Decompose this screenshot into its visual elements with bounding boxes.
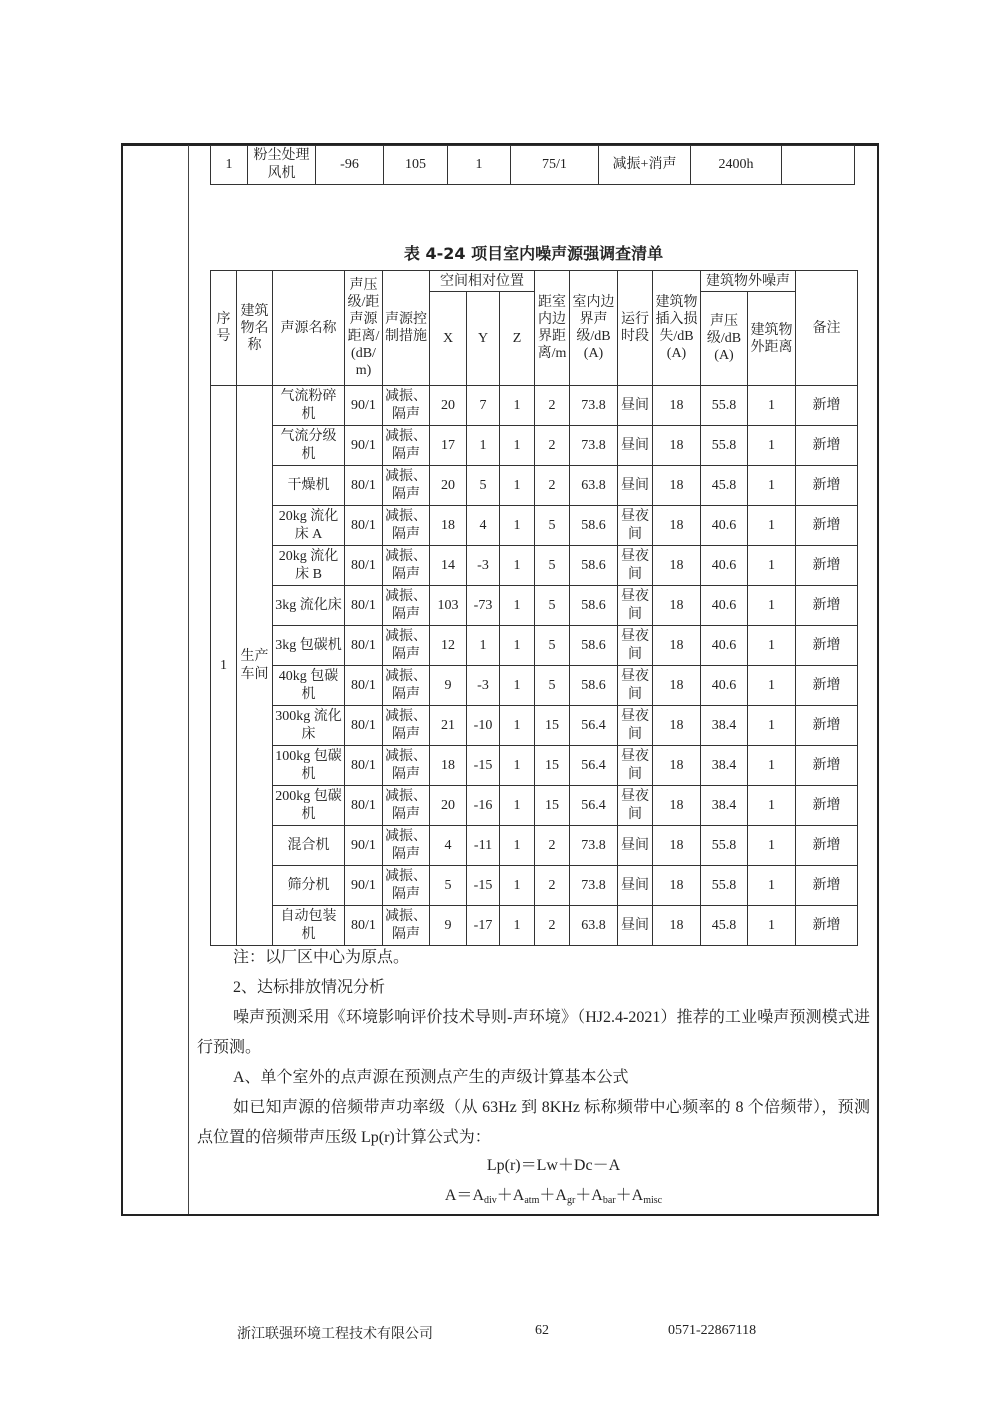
cell-control: 减振、隔声 xyxy=(383,666,430,706)
header-period: 运行时段 xyxy=(618,271,653,386)
cell-outside-distance: 1 xyxy=(748,786,796,826)
cell-remark: 新增 xyxy=(796,426,858,466)
term-base: A xyxy=(512,1187,525,1204)
cell-outside-distance: 1 xyxy=(748,826,796,866)
cell-remark: 新增 xyxy=(796,906,858,946)
formula-lp: Lp(r)＝Lw＋Dc－A xyxy=(486,1157,621,1174)
cell-source-name: 气流分级机 xyxy=(273,426,345,466)
cell-y: 5 xyxy=(467,466,500,506)
cell-insertion-loss: 18 xyxy=(653,706,701,746)
cell-spl: 90/1 xyxy=(345,826,383,866)
table-row xyxy=(211,826,858,866)
header-position-group: 空间相对位置 xyxy=(430,271,535,292)
cell-outside-distance: 1 xyxy=(748,506,796,546)
term-base: A xyxy=(555,1187,567,1204)
cell-source-name: 粉尘处理风机 xyxy=(248,146,316,185)
cell-insertion-loss: 18 xyxy=(653,546,701,586)
header-spl: 声压级/距声源距离/(dB/m) xyxy=(345,271,383,386)
cell-spl: 80/1 xyxy=(345,746,383,786)
cell-control: 减振、隔声 xyxy=(383,906,430,946)
cell-control: 减振、隔声 xyxy=(383,706,430,746)
cell-spl: 80/1 xyxy=(345,666,383,706)
cell-source-name: 3kg 包碳机 xyxy=(273,626,345,666)
header-remark: 备注 xyxy=(796,271,858,386)
cell-insertion-loss: 18 xyxy=(653,386,701,426)
cell-source-name: 40kg 包碳机 xyxy=(273,666,345,706)
cell-z: 1 xyxy=(500,586,535,626)
cell-outside-distance: 1 xyxy=(748,466,796,506)
cell-x: 9 xyxy=(430,906,467,946)
cell-period: 昼夜间 xyxy=(618,666,653,706)
cell-source-name: 气流粉碎机 xyxy=(273,386,345,426)
cell-spl: 90/1 xyxy=(345,386,383,426)
cell-remark: 新增 xyxy=(796,826,858,866)
cell-indoor-level: 58.6 xyxy=(570,506,618,546)
cell-distance: 2 xyxy=(535,906,570,946)
cell-outside-spl: 40.6 xyxy=(701,586,748,626)
header-control: 声源控制措施 xyxy=(383,271,430,386)
footer-company: 浙江联强环境工程技术有限公司 xyxy=(237,1327,433,1342)
cell-x: 20 xyxy=(430,386,467,426)
term-sub: bar xyxy=(602,1195,616,1206)
cell-y: 4 xyxy=(467,506,500,546)
cell-y: -11 xyxy=(467,826,500,866)
cell-group-building: 生产车间 xyxy=(237,386,273,946)
cell-x: 21 xyxy=(430,706,467,746)
cell-spl: 80/1 xyxy=(345,626,383,666)
cell-x: 4 xyxy=(430,826,467,866)
cell-indoor-level: 63.8 xyxy=(570,466,618,506)
cell-indoor-level: 73.8 xyxy=(570,866,618,906)
header-y: Y xyxy=(467,292,500,386)
cell-spl: 80/1 xyxy=(345,466,383,506)
cell-outside-distance: 1 xyxy=(748,746,796,786)
cell-distance: 5 xyxy=(535,506,570,546)
cell-spl: 80/1 xyxy=(345,506,383,546)
cell-insertion-loss: 18 xyxy=(653,426,701,466)
cell-period: 昼间 xyxy=(618,466,653,506)
cell-remark: 新增 xyxy=(796,386,858,426)
table-row xyxy=(211,586,858,626)
cell-x: 18 xyxy=(430,506,467,546)
section-heading: 2、达标排放情况分析 xyxy=(233,979,386,996)
term-sub: misc xyxy=(643,1195,663,1206)
cell-indoor-level: 73.8 xyxy=(570,826,618,866)
header-building: 建筑物名称 xyxy=(237,271,273,386)
cell-z: 1 xyxy=(500,426,535,466)
cell-z: 1 xyxy=(500,786,535,826)
cell-z: 1 xyxy=(500,466,535,506)
cell-control: 减振、隔声 xyxy=(383,866,430,906)
cell-y: -17 xyxy=(467,906,500,946)
table-row xyxy=(211,386,858,426)
cell-y: -3 xyxy=(467,546,500,586)
cell-period: 昼夜间 xyxy=(618,586,653,626)
cell-source-name: 300kg 流化床 xyxy=(273,706,345,746)
cell-insertion-loss: 18 xyxy=(653,626,701,666)
cell-outside-spl: 45.8 xyxy=(701,906,748,946)
cell-control: 减振、隔声 xyxy=(383,466,430,506)
cell-outside-spl: 40.6 xyxy=(701,506,748,546)
table-row xyxy=(211,906,858,946)
cell-z: 1 xyxy=(500,666,535,706)
cell-outside-spl: 55.8 xyxy=(701,826,748,866)
term-base: A xyxy=(472,1187,484,1204)
cell-y: -10 xyxy=(467,706,500,746)
formula-op: ＋ xyxy=(496,1187,513,1204)
cell-z: 1 xyxy=(500,706,535,746)
cell-period: 昼夜间 xyxy=(618,506,653,546)
cell-period: 昼间 xyxy=(618,826,653,866)
header-outside-distance: 建筑物外距离 xyxy=(748,292,796,386)
cell-source-name: 100kg 包碳机 xyxy=(273,746,345,786)
cell-indoor-level: 63.8 xyxy=(570,906,618,946)
cell-source-name: 3kg 流化床 xyxy=(273,586,345,626)
cell-remark: 新增 xyxy=(796,626,858,666)
cell-outside-distance: 1 xyxy=(748,626,796,666)
cell-spl: 80/1 xyxy=(345,586,383,626)
cell-outside-distance: 1 xyxy=(748,666,796,706)
table-body xyxy=(211,386,858,946)
cell-spl: 75/1 xyxy=(511,146,599,185)
cell-runtime: 2400h xyxy=(691,146,782,185)
cell-period: 昼夜间 xyxy=(618,746,653,786)
cell-indoor-level: 58.6 xyxy=(570,546,618,586)
cell-distance: 2 xyxy=(535,386,570,426)
footer-page-number: 62 xyxy=(535,1323,549,1338)
term-base: A xyxy=(631,1187,644,1204)
table-row xyxy=(211,666,858,706)
cell-insertion-loss: 18 xyxy=(653,866,701,906)
cell-source-name: 自动包装机 xyxy=(273,906,345,946)
cell-insertion-loss: 18 xyxy=(653,466,701,506)
cell-distance: 5 xyxy=(535,586,570,626)
cell-z: 1 xyxy=(500,386,535,426)
cell-control: 减振、隔声 xyxy=(383,786,430,826)
cell-y: -15 xyxy=(467,866,500,906)
cell-outside-spl: 55.8 xyxy=(701,866,748,906)
cell-y: -16 xyxy=(467,786,500,826)
table-row xyxy=(211,506,858,546)
cell-indoor-level: 58.6 xyxy=(570,626,618,666)
cell-distance: 5 xyxy=(535,666,570,706)
cell-remark: 新增 xyxy=(796,746,858,786)
cell-y: -3 xyxy=(467,666,500,706)
cell-outside-distance: 1 xyxy=(748,706,796,746)
header-outside-group: 建筑物外噪声 xyxy=(701,271,796,292)
cell-z: 1 xyxy=(500,826,535,866)
cell-source-name: 干燥机 xyxy=(273,466,345,506)
footer-phone: 0571-22867118 xyxy=(668,1323,757,1338)
cell-control: 减振+消声 xyxy=(599,146,691,185)
cell-z: 1 xyxy=(500,626,535,666)
cell-x: 14 xyxy=(430,546,467,586)
term-sub: atm xyxy=(524,1195,540,1206)
cell-insertion-loss: 18 xyxy=(653,826,701,866)
cell-insertion-loss: 18 xyxy=(653,906,701,946)
formula-op: ＋ xyxy=(575,1187,592,1204)
cell-z: 1 xyxy=(500,546,535,586)
cell-seq: 1 xyxy=(211,146,248,185)
cell-outside-spl: 55.8 xyxy=(701,386,748,426)
cell-period: 昼间 xyxy=(618,426,653,466)
cell-outside-spl: 38.4 xyxy=(701,706,748,746)
formula-attenuation xyxy=(197,1181,910,1216)
cell-outside-distance: 1 xyxy=(748,386,796,426)
cell-x: 17 xyxy=(430,426,467,466)
header-insertion-loss: 建筑物插入损失/dB(A) xyxy=(653,271,701,386)
cell-x: 20 xyxy=(430,466,467,506)
cell-period: 昼间 xyxy=(618,386,653,426)
outdoor-noise-table-continuation xyxy=(210,145,855,185)
cell-remark: 新增 xyxy=(796,666,858,706)
cell-x: 5 xyxy=(430,866,467,906)
cell-outside-distance: 1 xyxy=(748,866,796,906)
header-x: X xyxy=(430,292,467,386)
cell-period: 昼间 xyxy=(618,866,653,906)
cell-insertion-loss: 18 xyxy=(653,506,701,546)
cell-control: 减振、隔声 xyxy=(383,746,430,786)
cell-outside-distance: 1 xyxy=(748,426,796,466)
cell-source-name: 混合机 xyxy=(273,826,345,866)
cell-remark: 新增 xyxy=(796,506,858,546)
cell-outside-spl: 55.8 xyxy=(701,426,748,466)
cell-x: 18 xyxy=(430,746,467,786)
cell-z: 1 xyxy=(500,746,535,786)
header-indoor-level: 室内边界声级/dB(A) xyxy=(570,271,618,386)
paragraph-method: 噪声预测采用《环境影响评价技术导则-声环境》（HJ2.4-2021）推荐的工业噪声预测模式进行预测。 xyxy=(197,1009,870,1056)
table-row xyxy=(211,786,858,826)
cell-source-name: 筛分机 xyxy=(273,866,345,906)
cell-period: 昼夜间 xyxy=(618,546,653,586)
cell-insertion-loss: 18 xyxy=(653,586,701,626)
cell-control: 减振、隔声 xyxy=(383,626,430,666)
table-note: 注：以厂区中心为原点。 xyxy=(233,949,410,966)
cell-indoor-level: 56.4 xyxy=(570,786,618,826)
cell-remark: 新增 xyxy=(796,546,858,586)
cell-distance: 2 xyxy=(535,466,570,506)
term-sub: gr xyxy=(566,1195,576,1206)
cell-indoor-level: 58.6 xyxy=(570,586,618,626)
table-title: 表 4-24 项目室内噪声源强调查清单 xyxy=(403,244,664,263)
table-row xyxy=(211,626,858,666)
header-source-name: 声源名称 xyxy=(273,271,345,386)
cell-period: 昼间 xyxy=(618,906,653,946)
cell-outside-spl: 40.6 xyxy=(701,546,748,586)
subheading-a: A、单个室外的点声源在预测点产生的声级计算基本公式 xyxy=(233,1069,629,1086)
cell-group-seq: 1 xyxy=(211,386,237,946)
cell-distance: 5 xyxy=(535,546,570,586)
cell-y: -73 xyxy=(467,586,500,626)
cell-remark: 新增 xyxy=(796,466,858,506)
cell-insertion-loss: 18 xyxy=(653,786,701,826)
cell-source-name: 200kg 包碳机 xyxy=(273,786,345,826)
cell-source-name: 20kg 流化床 B xyxy=(273,546,345,586)
cell-indoor-level: 73.8 xyxy=(570,386,618,426)
cell-control: 减振、隔声 xyxy=(383,546,430,586)
table-row xyxy=(211,466,858,506)
formula-op: ＋ xyxy=(615,1187,632,1204)
cell-spl: 80/1 xyxy=(345,786,383,826)
table-row xyxy=(211,426,858,466)
cell-x: 9 xyxy=(430,666,467,706)
cell-insertion-loss: 18 xyxy=(653,666,701,706)
cell-period: 昼夜间 xyxy=(618,706,653,746)
cell-z: 1 xyxy=(448,146,511,185)
cell-control: 减振、隔声 xyxy=(383,826,430,866)
table-row xyxy=(211,706,858,746)
cell-distance: 2 xyxy=(535,866,570,906)
cell-remark: 新增 xyxy=(796,706,858,746)
cell-y: 1 xyxy=(467,626,500,666)
cell-control: 减振、隔声 xyxy=(383,426,430,466)
cell-z: 1 xyxy=(500,866,535,906)
cell-distance: 5 xyxy=(535,626,570,666)
formula-op: ＋ xyxy=(539,1187,556,1204)
frame-divider xyxy=(188,145,189,1214)
header-z: Z xyxy=(500,292,535,386)
cell-remark: 新增 xyxy=(796,586,858,626)
cell-indoor-level: 58.6 xyxy=(570,666,618,706)
cell-distance: 2 xyxy=(535,826,570,866)
cell-spl: 90/1 xyxy=(345,426,383,466)
cell-y: 105 xyxy=(384,146,448,185)
cell-outside-spl: 40.6 xyxy=(701,626,748,666)
cell-x: 12 xyxy=(430,626,467,666)
cell-y: -15 xyxy=(467,746,500,786)
cell-source-name: 20kg 流化床 A xyxy=(273,506,345,546)
cell-x: 20 xyxy=(430,786,467,826)
cell-distance: 15 xyxy=(535,706,570,746)
cell-outside-spl: 40.6 xyxy=(701,666,748,706)
header-seq: 序号 xyxy=(211,271,237,386)
cell-indoor-level: 73.8 xyxy=(570,426,618,466)
cell-distance: 2 xyxy=(535,426,570,466)
cell-control: 减振、隔声 xyxy=(383,586,430,626)
table-row xyxy=(211,866,858,906)
cell-period: 昼夜间 xyxy=(618,786,653,826)
cell-y: 1 xyxy=(467,426,500,466)
cell-x: 103 xyxy=(430,586,467,626)
header-row xyxy=(211,271,858,292)
cell-remark xyxy=(782,146,855,185)
cell-outside-distance: 1 xyxy=(748,546,796,586)
cell-period: 昼夜间 xyxy=(618,626,653,666)
cell-x: -96 xyxy=(316,146,384,185)
cell-outside-spl: 38.4 xyxy=(701,786,748,826)
table-row xyxy=(211,746,858,786)
cell-remark: 新增 xyxy=(796,786,858,826)
cell-spl: 80/1 xyxy=(345,546,383,586)
table-row xyxy=(211,146,855,185)
formula-lhs: A＝ xyxy=(444,1187,473,1204)
term-base: A xyxy=(591,1187,603,1204)
cell-control: 减振、隔声 xyxy=(383,386,430,426)
cell-z: 1 xyxy=(500,506,535,546)
cell-spl: 80/1 xyxy=(345,906,383,946)
table-row xyxy=(211,546,858,586)
cell-remark: 新增 xyxy=(796,866,858,906)
cell-indoor-level: 56.4 xyxy=(570,746,618,786)
cell-distance: 15 xyxy=(535,746,570,786)
header-distance: 距室内边界距离/m xyxy=(535,271,570,386)
cell-outside-distance: 1 xyxy=(748,906,796,946)
cell-control: 减振、隔声 xyxy=(383,506,430,546)
paragraph-octave-band: 如已知声源的倍频带声功率级（从 63Hz 到 8KHz 标称频带中心频率的 8 个倍频带），预测点位置的倍频带声压级 Lp(r)计算公式为： xyxy=(197,1099,870,1146)
header-outside-spl: 声压级/dB(A) xyxy=(701,292,748,386)
cell-y: 7 xyxy=(467,386,500,426)
indoor-noise-source-table xyxy=(210,270,858,946)
cell-outside-distance: 1 xyxy=(748,586,796,626)
term-sub: div xyxy=(484,1195,497,1206)
cell-outside-spl: 45.8 xyxy=(701,466,748,506)
cell-indoor-level: 56.4 xyxy=(570,706,618,746)
cell-spl: 80/1 xyxy=(345,706,383,746)
cell-z: 1 xyxy=(500,906,535,946)
cell-spl: 90/1 xyxy=(345,866,383,906)
cell-outside-spl: 38.4 xyxy=(701,746,748,786)
cell-distance: 15 xyxy=(535,786,570,826)
cell-insertion-loss: 18 xyxy=(653,746,701,786)
